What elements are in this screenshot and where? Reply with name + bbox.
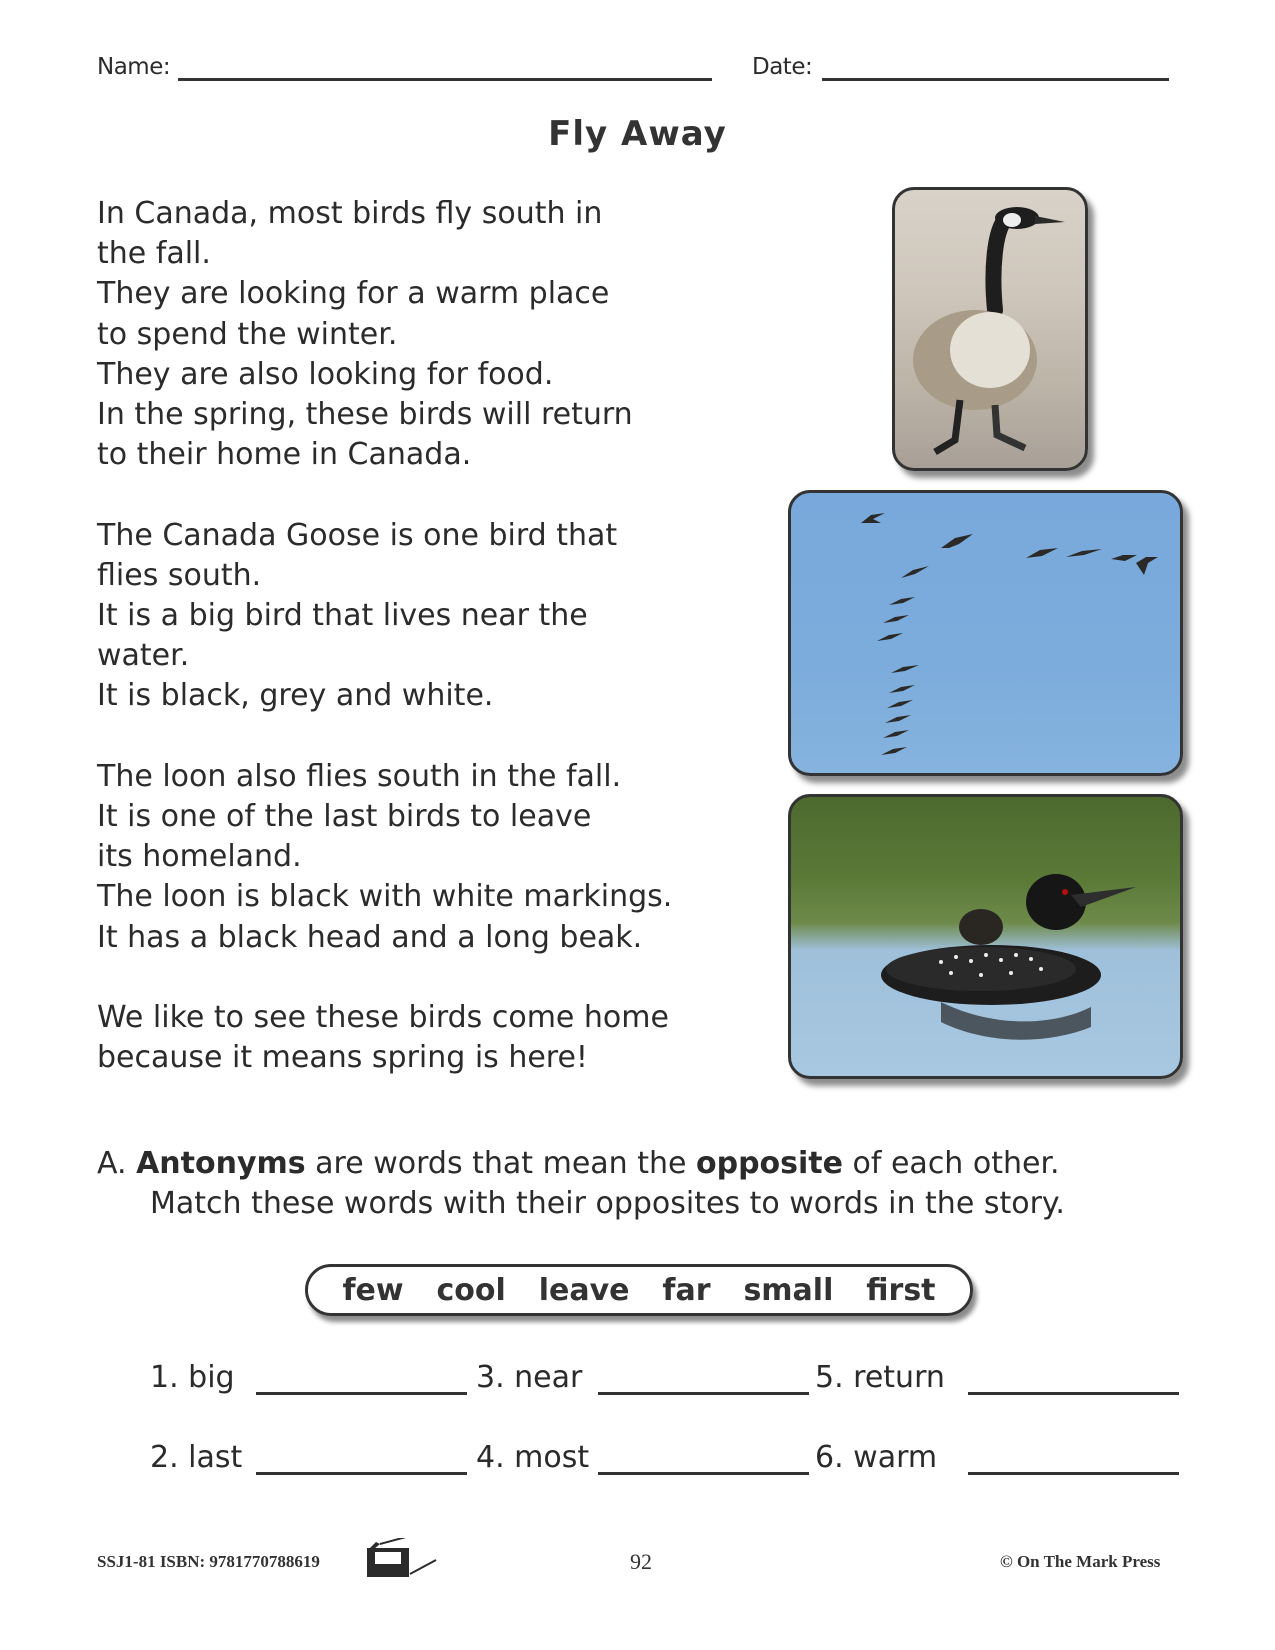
answer-6-field[interactable] (968, 1472, 1179, 1475)
instruction-text: are words that mean the (305, 1146, 696, 1181)
word-bank-item: first (866, 1272, 936, 1308)
question-5-label: 5. return (815, 1360, 945, 1395)
question-6-label: 6. warm (815, 1440, 938, 1475)
exercise-instruction-line-1 (97, 1144, 1060, 1184)
loon-illustration-icon (791, 797, 1180, 1076)
flying-geese-image (788, 490, 1183, 776)
story-line: water. (97, 638, 190, 674)
story-line: It is one of the last birds to leave (97, 799, 592, 835)
date-field[interactable] (822, 78, 1169, 81)
story-line: They are looking for a warm place (97, 276, 610, 312)
name-field[interactable] (178, 78, 712, 81)
answer-1-field[interactable] (256, 1392, 467, 1395)
story-line: The Canada Goose is one bird that (97, 517, 618, 553)
story-text (97, 194, 717, 1119)
paragraph-2 (97, 516, 717, 717)
story-line: to their home in Canada. (97, 437, 472, 473)
word-bank-item: far (662, 1272, 711, 1308)
story-line: It is a big bird that lives near the (97, 598, 588, 634)
keyword-opposite: opposite (695, 1146, 843, 1181)
question-1-label: 1. big (150, 1360, 235, 1395)
story-line: It is black, grey and white. (97, 678, 494, 714)
story-line: The loon is black with white markings. (97, 879, 673, 915)
word-bank-item: small (743, 1272, 834, 1308)
footer-isbn: SSJ1-81 ISBN: 9781770788619 (97, 1552, 320, 1571)
name-label: Name: (97, 54, 171, 80)
word-bank-item: leave (538, 1272, 630, 1308)
keyword-antonyms: Antonyms (136, 1146, 306, 1181)
loon-image (788, 794, 1183, 1079)
goose-illustration-icon (895, 190, 1085, 468)
story-line: In the spring, these birds will return (97, 397, 633, 433)
paragraph-1 (97, 194, 717, 475)
exercise-letter: A. (97, 1146, 127, 1181)
paragraph-3 (97, 757, 717, 958)
word-bank (305, 1264, 973, 1316)
story-line: flies south. (97, 557, 262, 593)
instruction-text: of each other. (842, 1146, 1060, 1181)
question-2-label: 2. last (150, 1440, 243, 1475)
canada-goose-image (892, 187, 1088, 471)
word-bank-item: cool (436, 1272, 506, 1308)
answer-3-field[interactable] (598, 1392, 809, 1395)
flock-illustration-icon (791, 493, 1180, 773)
question-3-label: 3. near (476, 1360, 583, 1395)
date-label: Date: (752, 54, 813, 80)
story-line: The loon also flies south in the fall. (97, 758, 622, 794)
story-line: the fall. (97, 236, 211, 272)
exercise-instruction-line-2: Match these words with their opposites to words in the story. (150, 1186, 1065, 1221)
copier-icon (366, 1538, 438, 1578)
story-line: its homeland. (97, 839, 302, 875)
question-4-label: 4. most (476, 1440, 590, 1475)
word-bank-item: few (342, 1272, 404, 1308)
story-line: We like to see these birds come home (97, 1000, 669, 1036)
story-line: In Canada, most birds fly south in (97, 196, 603, 231)
answer-4-field[interactable] (598, 1472, 809, 1475)
page-title: Fly Away (548, 114, 727, 154)
paragraph-4 (97, 998, 717, 1078)
footer-copyright: © On The Mark Press (1000, 1552, 1161, 1571)
answer-5-field[interactable] (968, 1392, 1179, 1395)
story-line: because it means spring is here! (97, 1040, 588, 1076)
story-line: They are also looking for food. (97, 356, 554, 392)
page-number: 92 (630, 1549, 652, 1574)
story-line: It has a black head and a long beak. (97, 919, 643, 955)
answer-2-field[interactable] (256, 1472, 467, 1475)
story-line: to spend the winter. (97, 316, 398, 352)
